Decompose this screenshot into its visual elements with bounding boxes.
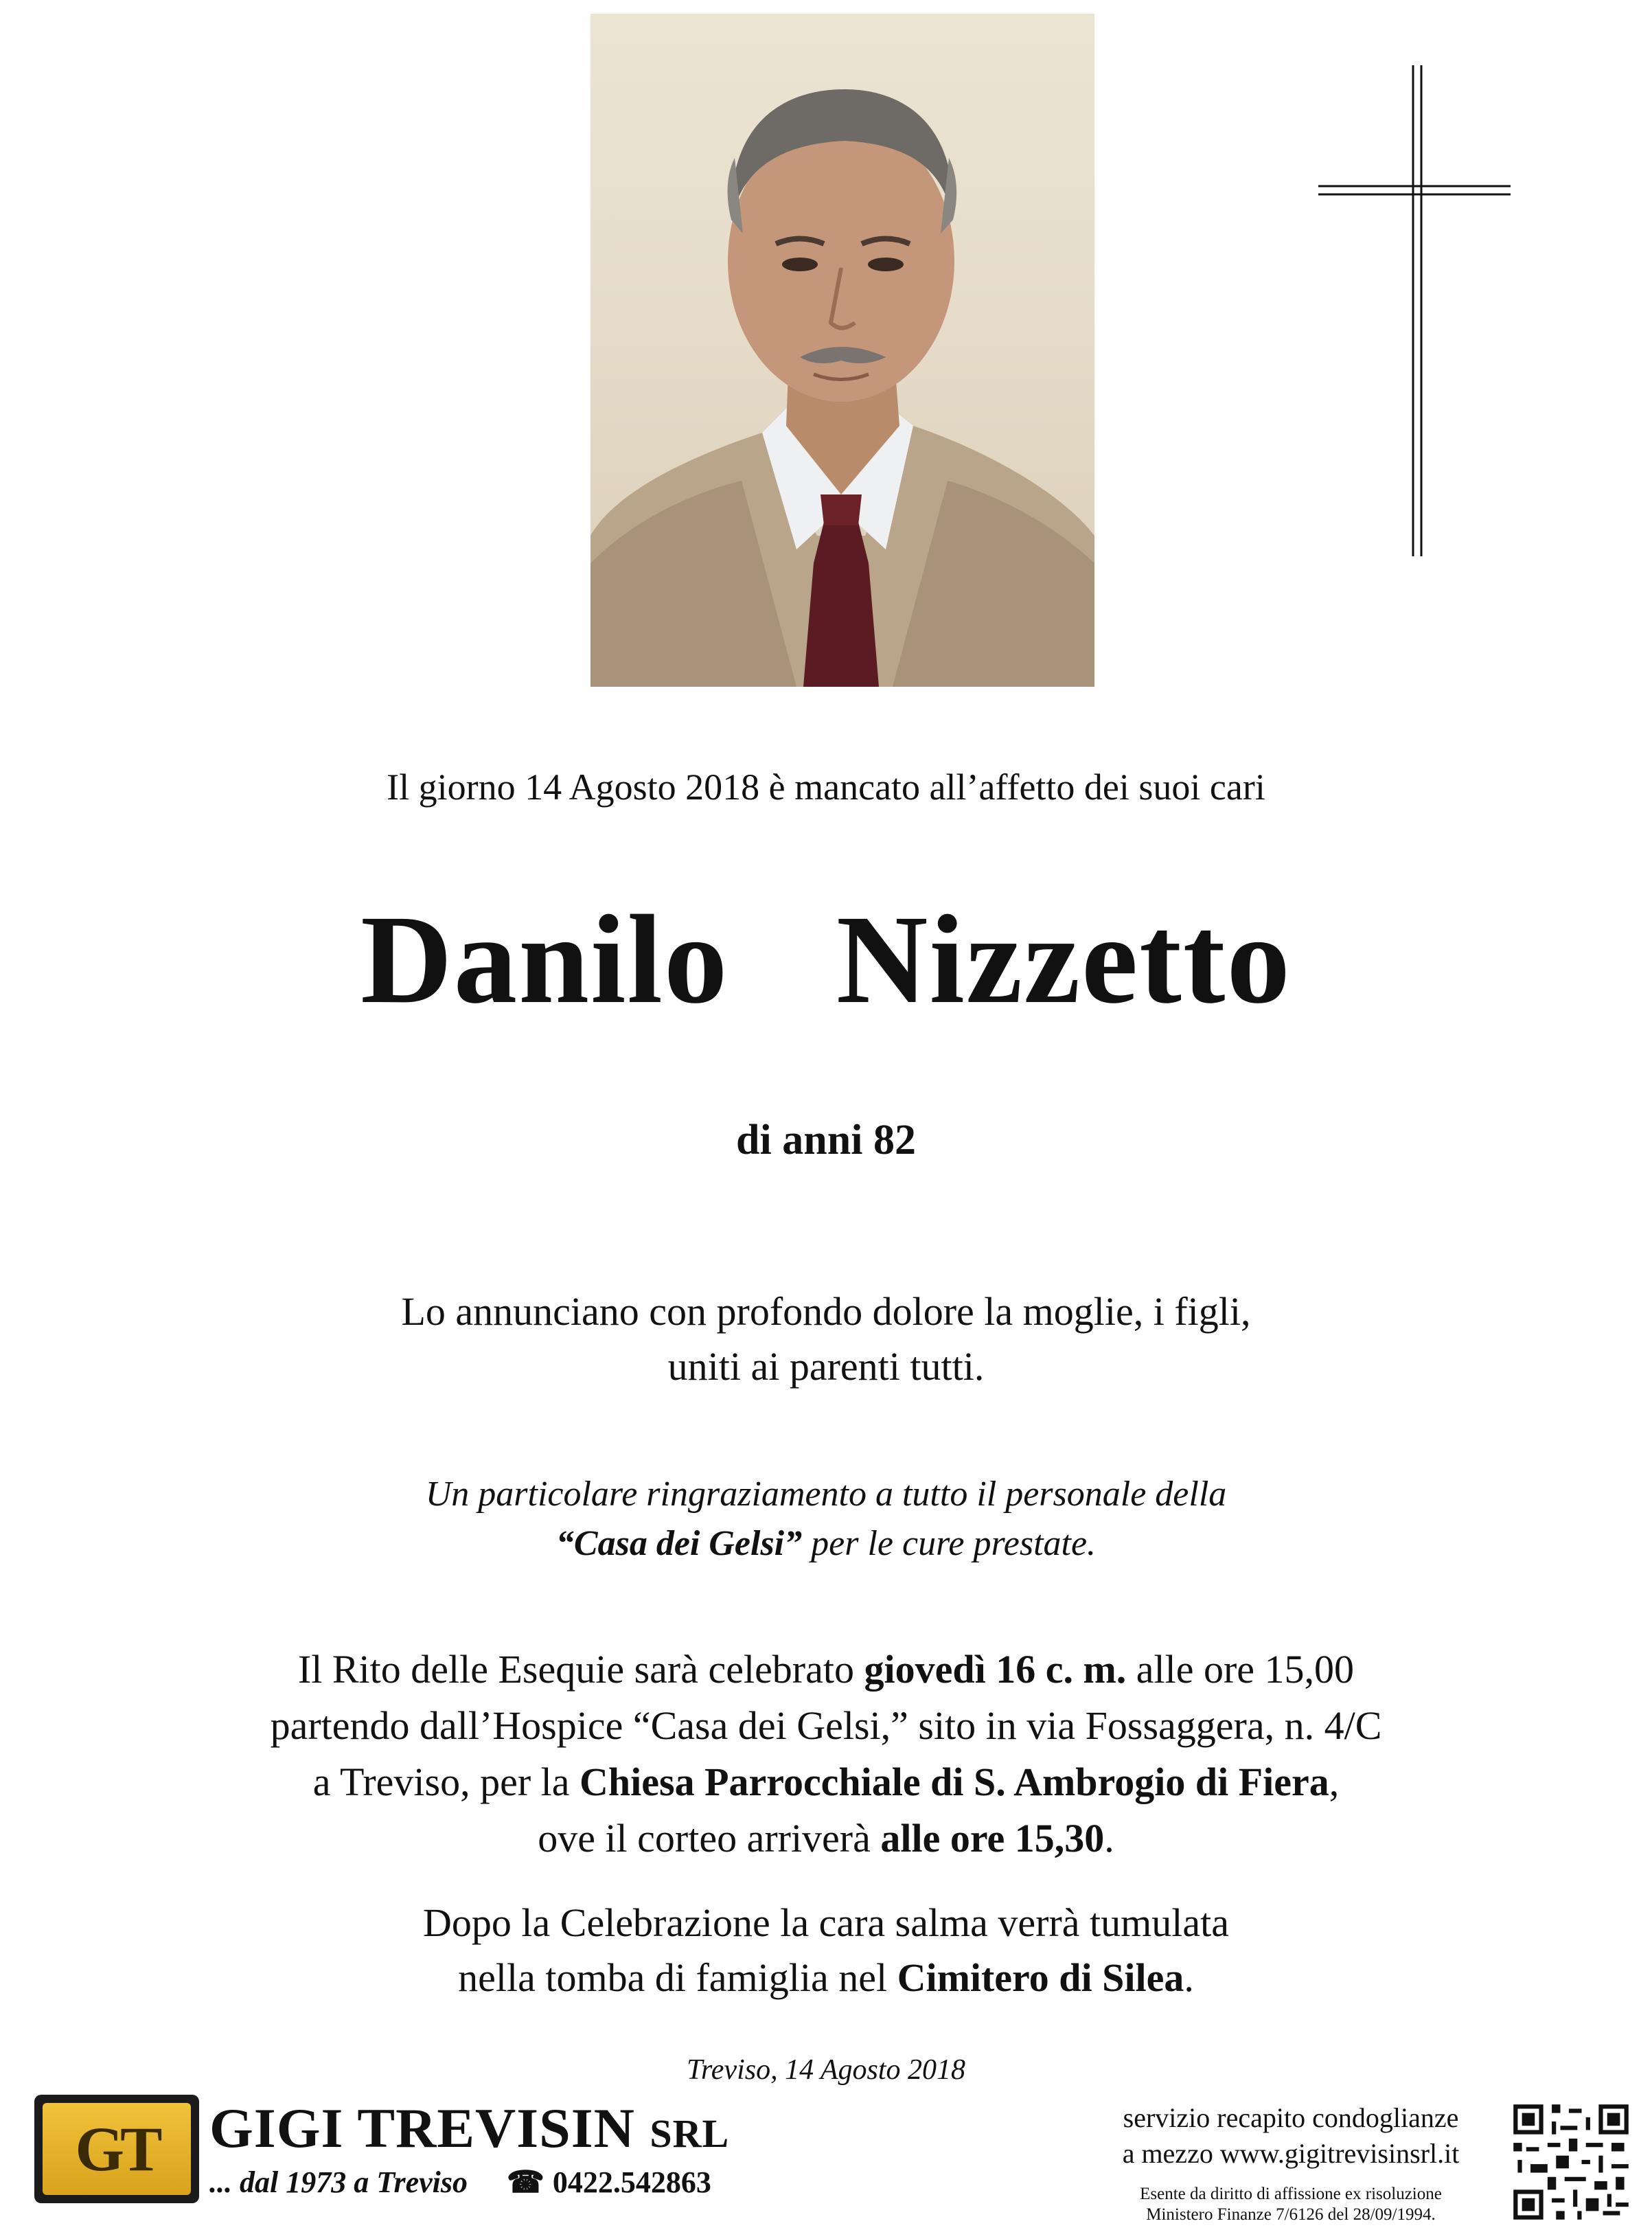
deceased-name: Danilo Nizzetto (360, 889, 1292, 1030)
thanks-note (0, 1470, 1652, 1569)
burial-line: Dopo la Celebrazione la cara salma verrà tumulata (423, 1900, 1229, 1945)
rite-line: ove il corteo arriverà alle ore 15,30. (538, 1816, 1114, 1861)
rite-line: partendo dall’Hospice “Casa dei Gelsi,” sito in via Fossaggera, n. 4/C (270, 1703, 1382, 1748)
dateline: Treviso, 14 Agosto 2018 (686, 2054, 966, 2086)
tax-exemption-note: Esente da diritto di affissione ex risoluzione Ministero Finanze 7/6126 del 28/09/1994. (1140, 2185, 1442, 2224)
portrait-photo (590, 14, 1094, 687)
company-logo (34, 2095, 199, 2203)
burial-line: nella tomba di famiglia nel Cimitero di Silea. (458, 1955, 1194, 2000)
age-line: di anni 82 (736, 1117, 916, 1163)
thanks-place: “Casa dei Gelsi” (555, 1524, 803, 1563)
cross-icon (1318, 65, 1511, 556)
company-name: GIGI TREVISIN SRL (209, 2097, 730, 2159)
burial-info (0, 1896, 1652, 2005)
telephone-icon: ☎ (507, 2165, 544, 2199)
announcement-line: Lo annunciano con profondo dolore la moglie, i figli, (401, 1289, 1251, 1334)
company-suffix: SRL (650, 2111, 730, 2156)
thanks-line: Un particolare ringraziamento a tutto il personale della (425, 1475, 1227, 1514)
announcement (0, 1284, 1652, 1394)
funeral-rite (0, 1641, 1652, 1867)
qr-code-icon (1509, 2100, 1633, 2224)
announcement-line: uniti ai parenti tutti. (667, 1344, 985, 1389)
thanks-line: “Casa dei Gelsi” per le cure prestate. (555, 1524, 1097, 1563)
company-phone: ☎ 0422.542863 (507, 2165, 711, 2199)
logo-monogram: GT (43, 2103, 191, 2195)
intro-line: Il giorno 14 Agosto 2018 è mancato all’affetto dei suoi cari (387, 766, 1265, 808)
company-since: ... dal 1973 a Treviso (209, 2165, 468, 2199)
condolence-service: servizio recapito condoglianze a mezzo www.gigitrevisinsrl.it (1122, 2102, 1460, 2169)
rite-line: a Treviso, per la Chiesa Parrocchiale di S. Ambrogio di Fiera, (312, 1760, 1340, 1804)
rite-line: Il Rito delle Esequie sarà celebrato giovedì 16 c. m. alle ore 15,00 (297, 1647, 1355, 1692)
